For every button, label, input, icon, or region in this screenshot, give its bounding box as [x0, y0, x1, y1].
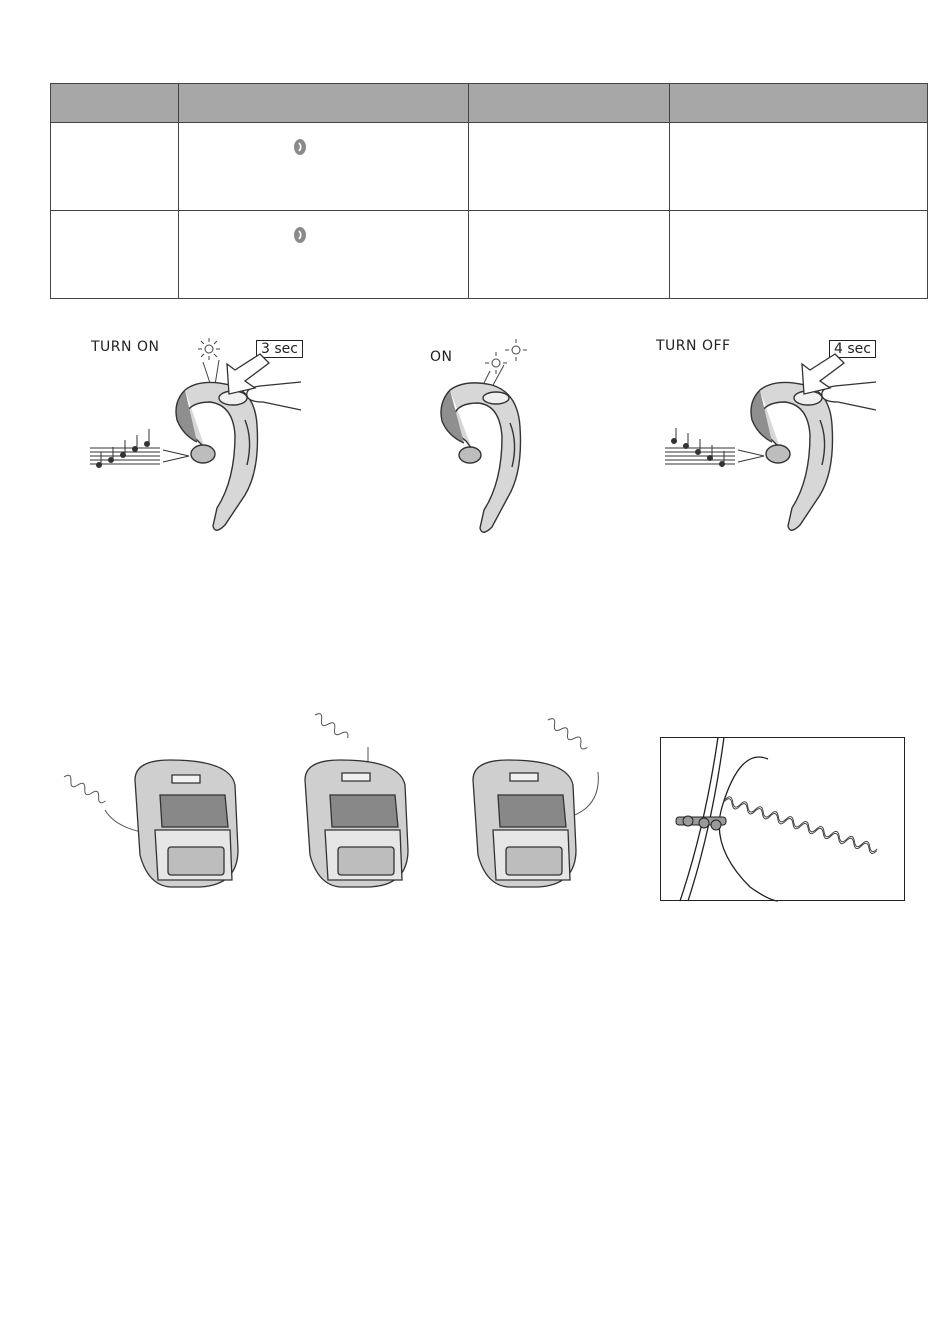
charger-cable-right-illustration: [468, 710, 618, 895]
finger-icon: [822, 382, 876, 410]
turn-on-duration: 3 sec: [256, 340, 303, 358]
table-row: [51, 211, 928, 299]
table-row: [51, 123, 928, 211]
answer-button-icon: [292, 137, 308, 157]
charger-cable-center-illustration: [300, 705, 450, 895]
answer-button-icon: [292, 225, 308, 245]
table-header-cell: [179, 84, 469, 123]
headset-turn-off-illustration: [660, 330, 890, 540]
cable-clip-illustration: [660, 737, 905, 901]
charger-cable-left-illustration: [60, 755, 250, 895]
light-burst-icon: [483, 339, 527, 387]
table-cell: [469, 123, 670, 211]
headset-icon: [441, 383, 521, 532]
table-cell: [469, 211, 670, 299]
charger-base-icon: [473, 760, 576, 887]
charger-base-icon: [305, 760, 408, 887]
turn-off-label: TURN OFF: [656, 338, 731, 354]
button-function-table: [50, 83, 928, 299]
on-label: ON: [430, 349, 453, 365]
table-cell: [179, 211, 469, 299]
music-notes-icon: [90, 429, 189, 468]
music-notes-icon: [665, 428, 764, 467]
light-burst-icon: [198, 338, 220, 386]
table-header-cell: [469, 84, 670, 123]
table-header-cell: [51, 84, 179, 123]
turn-on-label: TURN ON: [91, 339, 160, 355]
table-cell: [670, 123, 928, 211]
table-cell: [670, 211, 928, 299]
table-header-row: [51, 84, 928, 123]
table-cell: [179, 123, 469, 211]
finger-icon: [247, 382, 301, 410]
turn-off-duration: 4 sec: [829, 340, 876, 358]
table-cell: [51, 211, 179, 299]
table-cell: [51, 123, 179, 211]
headset-turn-on-illustration: [85, 330, 315, 540]
table-header-cell: [670, 84, 928, 123]
headset-on-illustration: [420, 335, 560, 540]
charger-base-icon: [135, 760, 238, 887]
